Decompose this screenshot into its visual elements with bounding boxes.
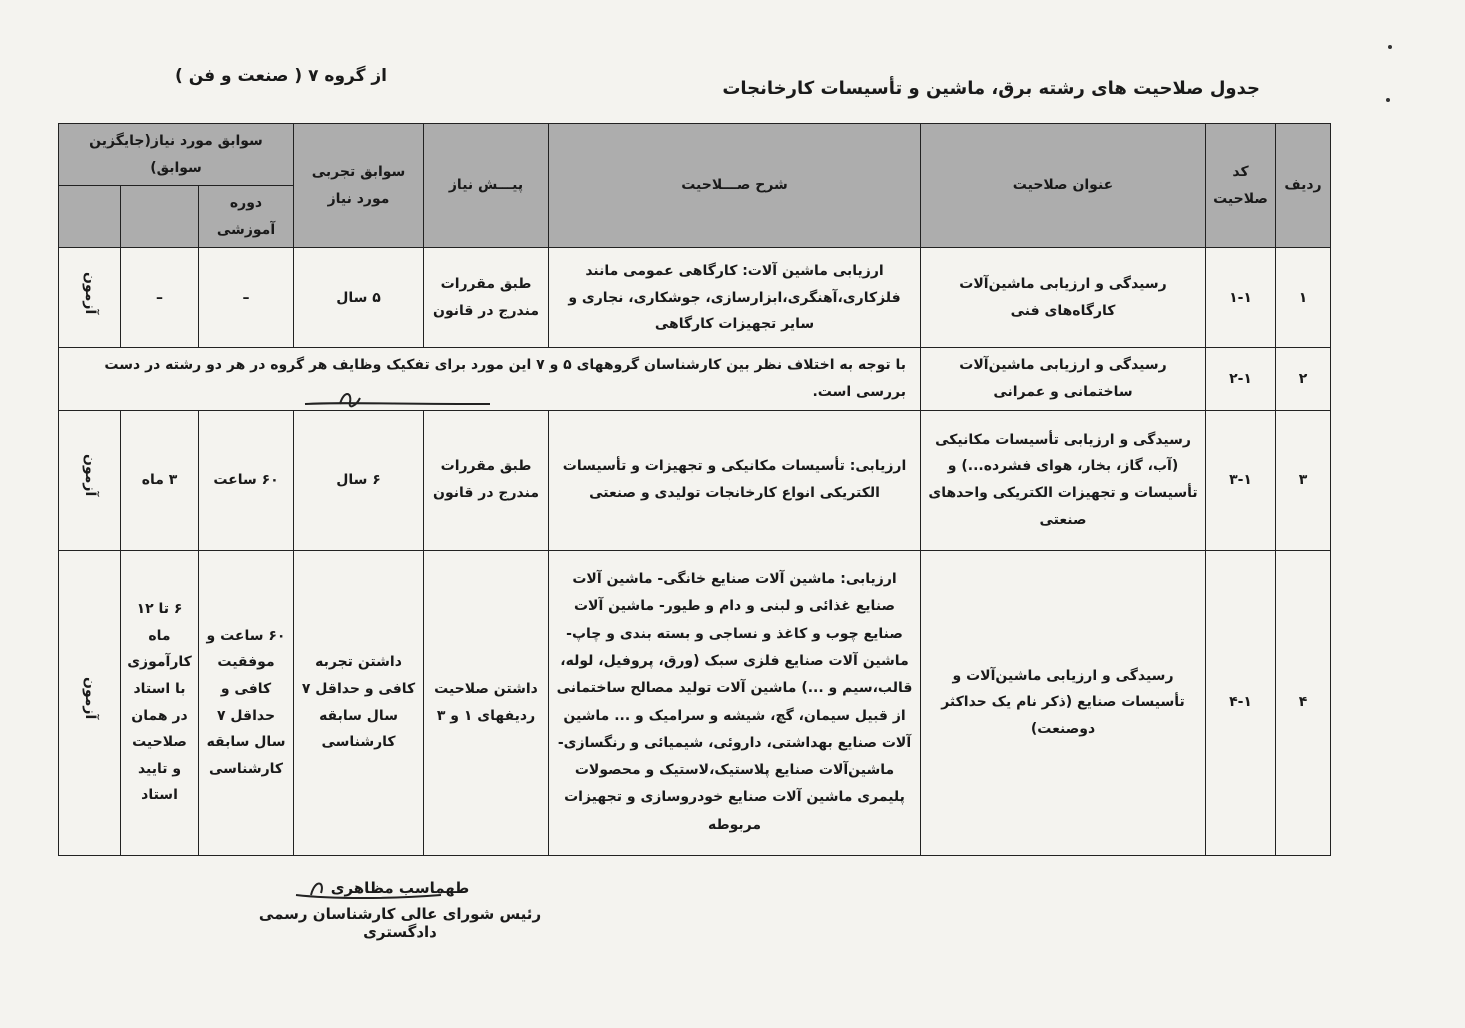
competency-code: ۱-۱ [1206, 248, 1276, 348]
header-training: دوره آموزشی [199, 186, 294, 248]
signature-block [230, 878, 570, 941]
header-code: کد صلاحیت [1206, 124, 1276, 248]
table-row [59, 550, 1331, 855]
experience: ۶ سال [294, 410, 424, 550]
row-number: ۴ [1276, 550, 1331, 855]
training-course: – [199, 248, 294, 348]
competency-title: رسیدگی و ارزیابی ماشین‌آلات و تأسیسات صنایع (ذکر نام یک حداکثر دوصنعت) [921, 550, 1206, 855]
header-alternative-records: سوابق مورد نیاز(جایگزین سوابق) [59, 124, 294, 186]
competency-code: ۳-۱ [1206, 410, 1276, 550]
competency-description: ارزیابی ماشین آلات: کارگاهی عمومی مانند فلزکاری،آهنگری،ابزارسازی، جوشکاری، نجاری و سایر تجهیزات کارگاهی [549, 248, 921, 348]
table-row [59, 248, 1331, 348]
margin-dot [1386, 98, 1390, 102]
group-title: از گروه ۷ ( صنعت و فن ) [175, 66, 387, 86]
alternative-record: ۶ تا ۱۲ ماه کارآموزی با استاد در همان صلاحیت و تایید استاد [121, 550, 199, 855]
exam-label: آزمون [81, 454, 98, 497]
competency-table [58, 123, 1331, 856]
exam-cell [59, 410, 121, 550]
competency-code: ۴-۱ [1206, 550, 1276, 855]
row-number: ۲ [1276, 348, 1331, 410]
training-course: ۶۰ ساعت و موفقیت کافی و حداقل ۷ سال سابقه کارشناسی [199, 550, 294, 855]
prerequisite: طبق مقررات مندرج در قانون [424, 410, 549, 550]
header-row-no: ردیف [1276, 124, 1331, 248]
header-row [59, 124, 1331, 186]
exam-cell [59, 550, 121, 855]
table-row [59, 348, 1331, 410]
signature-mark [291, 873, 451, 903]
header-sub-3 [59, 186, 121, 248]
exam-cell [59, 248, 121, 348]
competency-code: ۲-۱ [1206, 348, 1276, 410]
competency-title: رسیدگی و ارزیابی ماشین‌آلات ساختمانی و عمرانی [921, 348, 1206, 410]
header-description: شرح صـــلاحیت [549, 124, 921, 248]
header-sub-2 [121, 186, 199, 248]
initials-scribble [300, 380, 500, 420]
page-title: جدول صلاحیت های رشته برق، ماشین و تأسیسات کارخانجات [722, 78, 1260, 99]
competency-description: ارزیابی: تأسیسات مکانیکی و تجهیزات و تأسیسات الکتریکی انواع کارخانجات تولیدی و صنعتی [549, 410, 921, 550]
training-course: ۶۰ ساعت [199, 410, 294, 550]
competency-title: رسیدگی و ارزیابی ماشین‌آلات کارگاه‌های فنی [921, 248, 1206, 348]
header-title: عنوان صلاحیت [921, 124, 1206, 248]
row-number: ۳ [1276, 410, 1331, 550]
signatory-name: طهماسب مظاهری [330, 879, 470, 897]
experience: داشتن تجربه کافی و حداقل ۷ سال سابقه کارشناسی [294, 550, 424, 855]
row-number: ۱ [1276, 248, 1331, 348]
competency-title: رسیدگی و ارزیابی تأسیسات مکانیکی (آب، گاز، بخار، هوای فشرده...) و تأسیسات و تجهیزات الکتریکی واحدهای صنعتی [921, 410, 1206, 550]
signatory-role: رئیس شورای عالی کارشناسان رسمی دادگستری [258, 905, 542, 941]
review-note: با توجه به اختلاف نظر بین کارشناسان گروههای ۵ و ۷ این مورد برای تفکیک وظایف هر گروه در هر دو رشته در دست بررسی است. [59, 348, 921, 410]
competency-description: ارزیابی: ماشین آلات صنایع خانگی- ماشین آلات صنایع غذائی و لبنی و دام و طیور- ماشین آلات صنایع چوب و کاغذ و نساجی و بسته بندی و چاپ- ماشین آلات صنایع فلزی سبک (ورق، پروفیل، لوله، قالب،سیم و ...) ماشین آلات تولید مصالح ساختمانی از قبیل سیمان، گچ، شیشه و سرامیک و ... ماشین آلات صنایع بهداشتی، داروئی، شیمیائی و رنگسازی- ماشین‌آلات صنایع پلاستیک،لاستیک و محصولات پلیمری ماشین آلات صنایع خودروسازی و تجهیزات مربوطه [549, 550, 921, 855]
prerequisite: طبق مقررات مندرج در قانون [424, 248, 549, 348]
exam-label: آزمون [81, 271, 98, 315]
alternative-record: – [121, 248, 199, 348]
header-prerequisite: پیـــش نیاز [424, 124, 549, 248]
margin-dot [1388, 45, 1392, 49]
exam-label: آزمون [81, 676, 98, 719]
experience: ۵ سال [294, 248, 424, 348]
alternative-record: ۳ ماه [121, 410, 199, 550]
header-experience: سوابق تجربی مورد نیاز [294, 124, 424, 248]
table-row [59, 410, 1331, 550]
prerequisite: داشتن صلاحیت ردیفهای ۱ و ۳ [424, 550, 549, 855]
